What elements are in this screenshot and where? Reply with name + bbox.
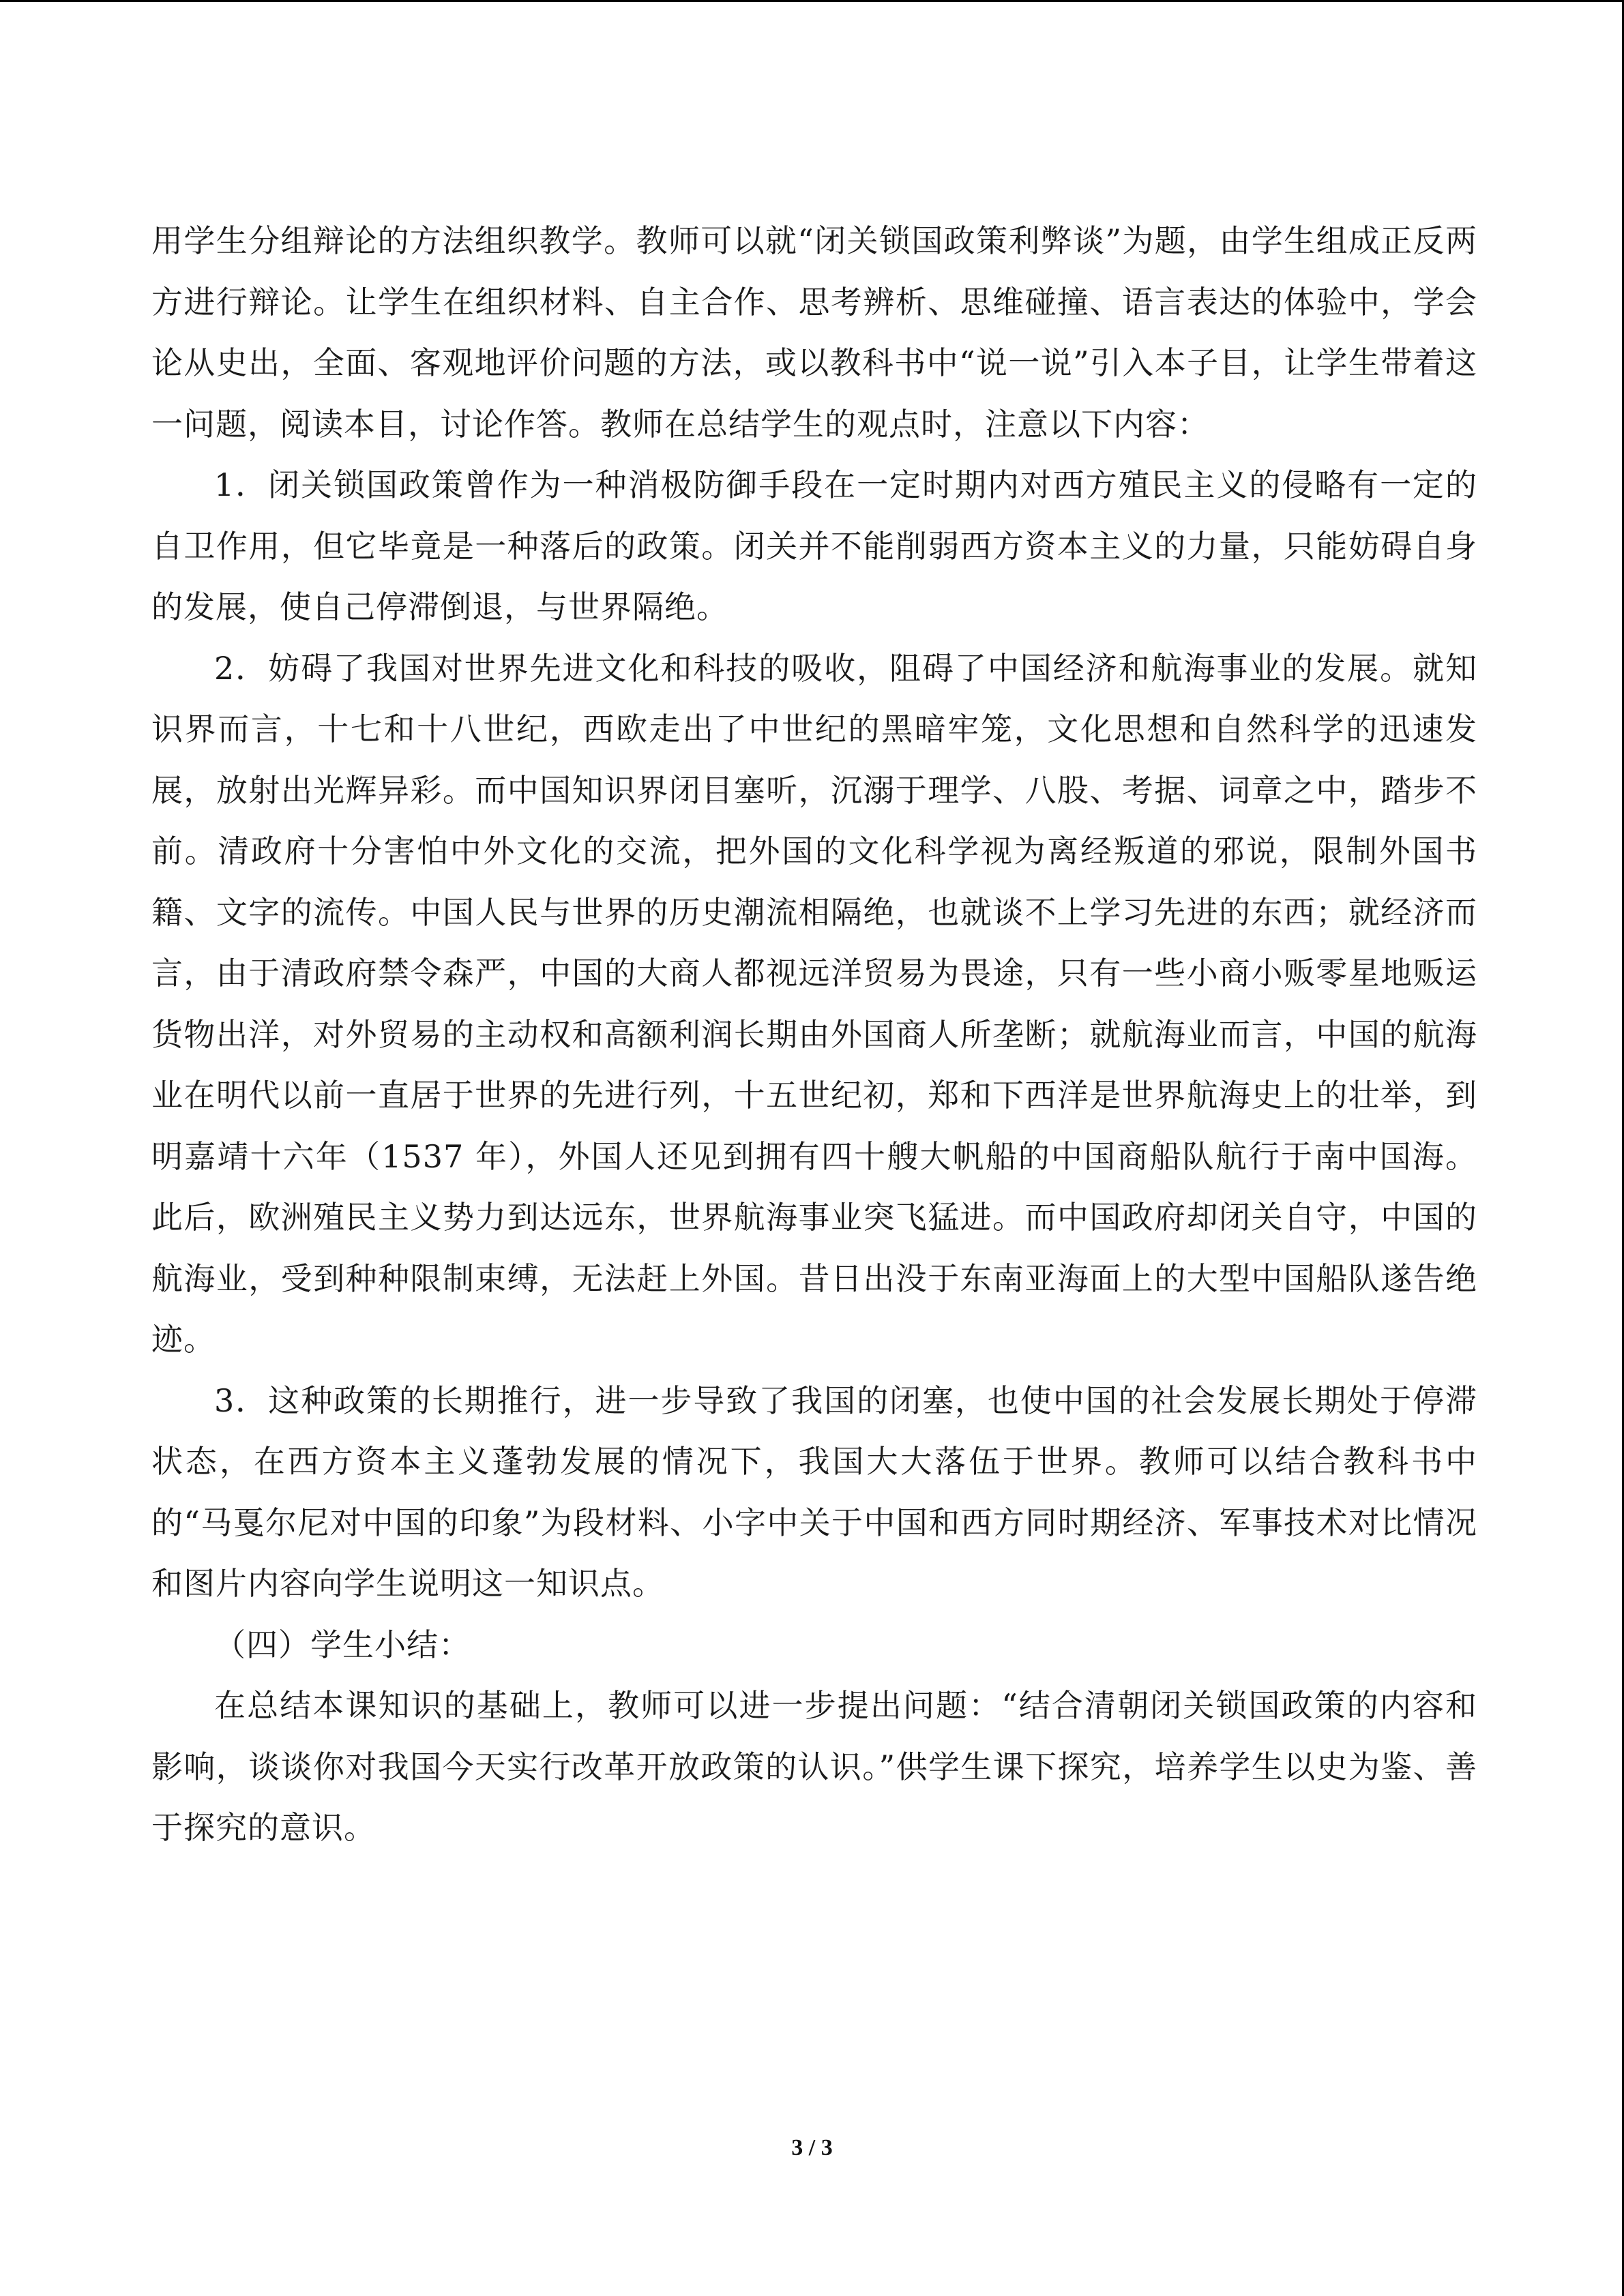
section-heading-student-summary: （四）学生小结： (214, 1626, 471, 1663)
paragraph-summary: 在总结本课知识的基础上，教师可以进一步提出问题：“结合清朝闭关锁国政策的内容和影响，谈谈你对我国今天实行改革开放政策的认识。”供学生课下探究，培养学生以史为鉴、善于探究的意识。 (151, 1687, 1477, 1846)
paragraph-point-3: 3．这种政策的长期推行，进一步导致了我国的闭塞，也使中国的社会发展长期处于停滞状态，在西方资本主义蓬勃发展的情况下，我国大大落伍于世界。教师可以结合教科书中的“马戛尔尼对中国的印象”为段材料、小字中关于中国和西方同时期经济、军事技术对比情况和图片内容向学生说明这一知识点。 (151, 1382, 1477, 1602)
paragraph-debate-method: 用学生分组辩论的方法组织教学。教师可以就“闭关锁国政策利弊谈”为题，由学生组成正反两方进行辩论。让学生在组织材料、自主合作、思考辨析、思维碰撞、语言表达的体验中，学会论从史出，全面、客观地评价问题的方法，或以教科书中“说一说”引入本子目，让学生带着这一问题，阅读本目，讨论作答。教师在总结学生的观点时，注意以下内容： (151, 222, 1477, 443)
page-number: 3 / 3 (791, 2135, 833, 2160)
document-body (151, 211, 1477, 1859)
paragraph-point-2: 2．妨碍了我国对世界先进文化和科技的吸收，阻碍了中国经济和航海事业的发展。就知识界而言，十七和十八世纪，西欧走出了中世纪的黑暗牢笼，文化思想和自然科学的迅速发展，放射出光辉异彩。而中国知识界闭目塞听，沉溺于理学、八股、考据、词章之中，踏步不前。清政府十分害怕中外文化的交流，把外国的文化科学视为离经叛道的邪说，限制外国书籍、文字的流传。中国人民与世界的历史潮流相隔绝，也就谈不上学习先进的东西；就经济而言，由于清政府禁令森严，中国的大商人都视远洋贸易为畏途，只有一些小商小贩零星地贩运货物出洋，对外贸易的主动权和高额利润长期由外国商人所垄断；就航海业而言，中国的航海业在明代以前一直居于世界的先进行列，十五世纪初，郑和下西洋是世界航海史上的壮举，到明嘉靖十六年（1537 年），外国人还见到拥有四十艘大帆船的中国商船队航行于南中国海。此后，欧洲殖民主义势力到达远东，世界航海事业突飞猛进。而中国政府却闭关自守，中国的航海业，受到种种限制束缚，无法赶上外国。昔日出没于东南亚海面上的大型中国船队遂告绝迹。 (151, 649, 1477, 1358)
paragraph-point-1: 1．闭关锁国政策曾作为一种消极防御手段在一定时期内对西方殖民主义的侵略有一定的自卫作用，但它毕竟是一种落后的政策。闭关并不能削弱西方资本主义的力量，只能妨碍自身的发展，使自己停滞倒退，与世界隔绝。 (151, 466, 1477, 625)
